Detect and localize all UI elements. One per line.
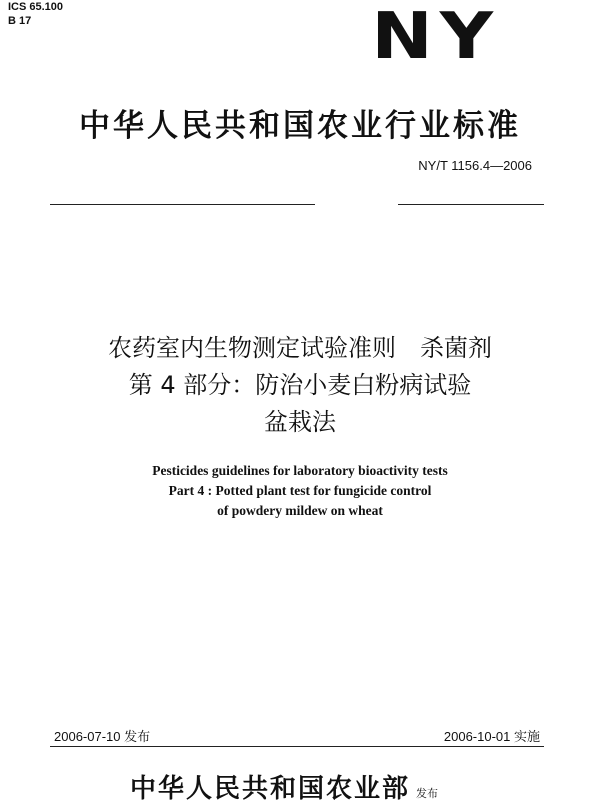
title-en-line1: Pesticides guidelines for laboratory bioactivity tests — [152, 463, 448, 478]
header-rule-right — [398, 204, 544, 205]
footer-rule — [50, 746, 544, 747]
standard-code: NY/T 1156.4—2006 — [418, 158, 532, 173]
title-zh-line1: 农药室内生物测定试验准则 杀菌剂 — [108, 334, 492, 362]
classification-code: B 17 — [8, 15, 32, 27]
ics-block — [8, 0, 63, 28]
standard-title: 中华人民共和国农业行业标准 — [79, 108, 521, 144]
implement-date: 2006-10-01 实施 — [443, 729, 540, 744]
title-zh-line2: 第 4 部分：防治小麦白粉病试验 — [128, 371, 472, 399]
header-rule-left — [50, 204, 315, 205]
ny-logo: NY — [371, 0, 500, 74]
ics-code: ICS 65.100 — [8, 1, 64, 13]
publish-date: 2006-07-10 发布 — [54, 729, 151, 744]
issuer — [130, 768, 438, 805]
title-en-line3: of powdery mildew on wheat — [217, 503, 383, 518]
title-en-line2: Part 4 : Potted plant test for fungicide control — [168, 483, 432, 498]
issuer-suffix: 发布 — [416, 787, 439, 800]
issuer-name: 中华人民共和国农业部 — [130, 774, 411, 804]
title-zh-line3: 盆栽法 — [264, 408, 336, 436]
